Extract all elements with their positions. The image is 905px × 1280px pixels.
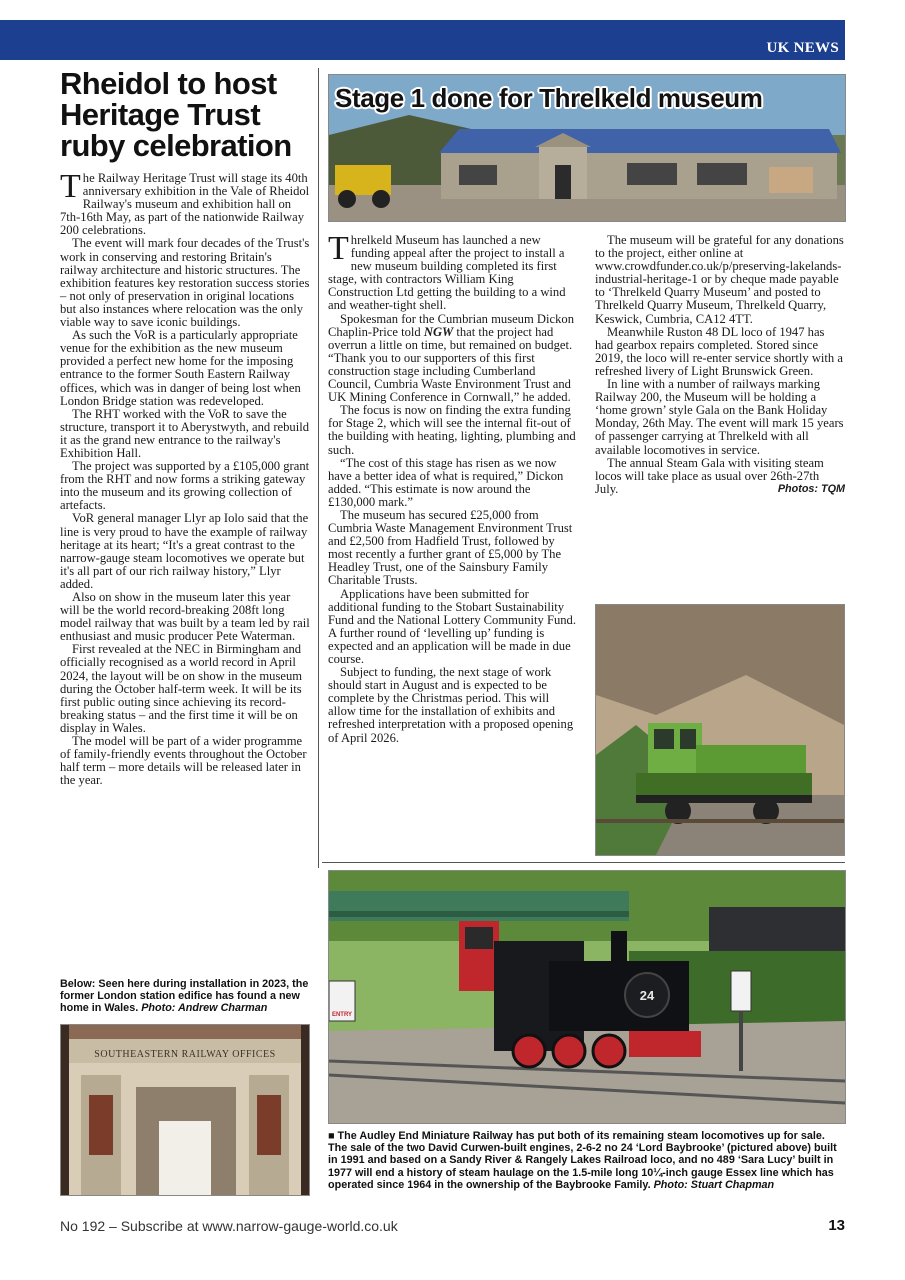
rheidol-paragraph: The model will be part of a wider programme of family-friendly events throughout the October half term – more details will be released later in the year. [60,734,307,788]
threlkeld-body-col2 [595,234,845,496]
rheidol-paragraph: The project was supported by a £105,000 grant from the RHT and now forms a striking gateway into the museum and its growing collection of artefacts. [60,459,310,513]
threlkeld-building-photo [328,74,846,222]
audley-end-photo [328,870,846,1124]
rheidol-dropcap: T [60,168,81,205]
column-divider [318,68,319,868]
rheidol-paragraph-1 [60,168,312,238]
steam-loco-24-image [329,871,845,1123]
page-number: 13 [828,1217,845,1234]
threlkeld-paragraph: Meanwhile Ruston 48 DL loco of 1947 has had gearbox repairs completed. Stored since 2019, the loco will re-enter service shortly with a refreshed livery of Light Brunswick Green. [595,324,843,378]
threlkeld-paragraph-1-text: hrelkeld Museum has launched a new funding appeal after the project to install a new museum building completed its first stage, with contractors William King Construction Ltd getting the building to a wind and weather-tight shell. [328,233,566,313]
threlkeld-body-col1 [328,230,578,745]
rheidol-paragraph: The event will mark four decades of the Trust's work in conserving and restoring Britain's railway architecture and historic structures. The exhibition features key restoration success stories – not only of preservation in original locations but also instances where relocation was the only viable way to save iconic buildings. [60,236,310,330]
threlkeld-last-text: The annual Steam Gala with visiting steam locos will take place as usual over 26th-27th July. [595,455,824,496]
threlkeld-p2-before: Spokesman for the Cumbrian museum Dickon Chaplin-Price told [328,311,574,339]
rheidol-headline: Rheidol to host Heritage Trust ruby celebration [60,66,292,163]
entry-sign: ENTRY [331,1012,353,1018]
threlkeld-paragraph-2 [328,313,578,405]
threlkeld-paragraph: Applications have been submitted for additional funding to the Stobart Sustainability Fund and the National Lottery Community Fund. A further round of ‘levelling up’ funding is expected and an application will be made in due course. [328,586,577,666]
rheidol-caption-text: Below: Seen here during installation in 2023, the former London station edifice has found a new home in Wales. [60,978,309,1015]
section-label: UK NEWS [766,40,839,56]
rheidol-caption-credit: Photo: Andrew Charman [141,1002,268,1015]
audley-caption [328,1130,844,1191]
threlkeld-photos-credit: Photos: TQM [777,482,845,495]
rheidol-body [60,168,312,788]
threlkeld-paragraph: “The cost of this stage has risen as we now have a better idea of what is required,” Dickon added. “This estimate is now around the £130,000 mark.” [328,455,564,509]
audley-caption-credit: Photo: Stuart Chapman [653,1178,775,1191]
threlkeld-p2-after: that the project had overrun a little on time, but remained on budget. “Thank you to our supporters of this first construction stage including Cumberland Council, Cumbria Waste Environment Trust and UK Mining Conference in Cornwall,” he added. [328,324,573,405]
threlkeld-paragraph: The focus is now on finding the extra funding for Stage 2, which will see the internal fit-out of the building with heating, lighting, plumbing and such. [328,403,576,457]
threlkeld-paragraph-1 [328,230,578,313]
threlkeld-paragraph: The museum will be grateful for any donations to the project, either online at www.crowdfunder.co.uk/p/preserving-lakelands-industrial-heritage-1 or by cheque made payable to ‘Threlkeld Quarry Museum’ and posted to Threlkeld Quarry Museum, Threlkeld Quarry, Keswick, Cumbria, CA12 4TT. [595,233,844,326]
threlkeld-paragraph: The museum has secured £25,000 from Cumbria Waste Management Environment Trust and £2,500 from Hadfield Trust, followed by most recently a further grant of £5,000 by The Headley Trust, one of the Sainsbury Family Charitable Trusts. [328,507,573,588]
rheidol-caption [60,978,310,1015]
rheidol-paragraph: The RHT worked with the VoR to save the structure, transport it to Aberystwyth, and rebuild it as the grand new entrance to the railway's Exhibition Hall. [60,406,310,460]
threlkeld-headline: Stage 1 done for Threlkeld museum [335,83,763,113]
rheidol-paragraph: VoR general manager Llyr ap Iolo said that the line is very proud to have the example of railway heritage at its heart; “It's a great contrast to the narrow-gauge steam locomotives we operate but it's all part of our rich railway history,” Llyr added. [60,511,309,591]
rheidol-paragraph: Also on show in the museum later this year will be the world record-breaking 208ft long model railway that was built by a team led by rail enthusiast and music producer Pete Waterman. [60,590,310,644]
rheidol-paragraph: As such the VoR is a particularly appropriate venue for the exhibition as the new museum provided a perfect new home for the imposing entrance to the former South Eastern Railway offices, which was in danger of being lost when London Bridge station was redeveloped. [60,328,301,408]
sr-offices-entrance-image [61,1025,309,1195]
ruston-loco-photo [595,604,845,856]
magazine-abbrev: NGW [423,324,454,339]
sr-offices-sign: SOUTHEASTERN RAILWAY OFFICES [94,1049,276,1060]
rheidol-photo [60,1024,310,1196]
threlkeld-dropcap: T [328,230,349,267]
caption-bullet: ■ [328,1130,335,1142]
loco-number: 24 [639,988,655,1003]
rheidol-paragraph-1-text: he Railway Heritage Trust will stage its 40th anniversary exhibition in the Vale of Rheidol Railway's museum and exhibition hall on 7th-16th May, as part of the nationwide Railway 200 celebrations. [60,171,310,238]
threlkeld-paragraph: In line with a number of railways marking Railway 200, the Museum will be holding a ‘home grown’ style Gala on the Bank Holiday Monday, 26th May. The event will mark 15 years of passenger carrying at Threlkeld with all available locomotives in service. [595,377,844,457]
footer-subscribe: No 192 – Subscribe at www.narrow-gauge-world.co.uk [60,1218,398,1234]
threlkeld-last-paragraph [595,457,845,496]
green-diesel-loco-image [596,605,844,855]
section-divider [322,862,845,863]
rheidol-paragraph: First revealed at the NEC in Birmingham and officially recognised as a world record in April 2024, the layout will be on show in the museum during the October half-term week. It will be its first public outing since achieving its record-breaking status – and the first time it will be on display in Wales. [60,642,303,735]
section-banner [0,20,845,60]
threlkeld-paragraph: Subject to funding, the next stage of work should start in August and is expected to be complete by the Christmas period. This will allow time for the installation of exhibits and refreshed interpretation with a proposed opening of April 2026. [328,665,574,745]
audley-caption-text: The Audley End Miniature Railway has put both of its remaining steam locomotives up for sale. The sale of the two David Curwen-built engines, 2-6-2 no 24 ‘Lord Baybrooke’ (pictured above) built in 1991 and based on a Sandy River & Rangely Lakes Railroad loco, and no 489 ‘Sara Lucy’ built in 1977 will end a history of steam haulage on the 1.5-mile long 10¼-inch gauge Essex line which has operated since 1964 in the ownership of the Baybrooke Family. [328,1130,837,1191]
